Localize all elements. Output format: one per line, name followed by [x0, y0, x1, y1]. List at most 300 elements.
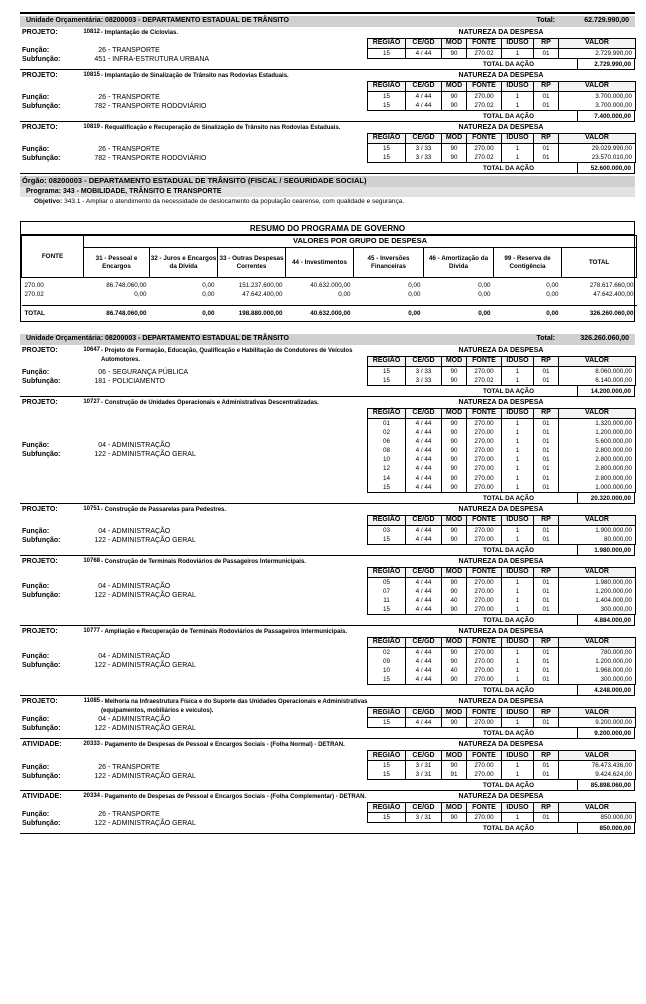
- table-cell: 3 / 33: [406, 376, 442, 386]
- action-info: [20, 345, 367, 396]
- table-cell: 3 / 31: [406, 770, 442, 780]
- col-header-fonte: FONTE: [467, 408, 502, 418]
- resumo-programa: [20, 221, 635, 322]
- unit-total: Total: 326.260.060,00: [536, 334, 629, 342]
- table-row: [368, 718, 636, 728]
- table-cell: 780.000,00: [559, 648, 636, 658]
- action-info: [20, 397, 367, 503]
- action-code: 10777: [83, 628, 100, 634]
- resumo-total-cell: 0,00: [150, 306, 218, 321]
- natureza-table: [367, 133, 636, 163]
- col-header-fonte: FONTE: [467, 567, 502, 577]
- col-header-fonte: FONTE: [467, 39, 502, 49]
- action-block: [20, 397, 635, 504]
- natureza-title: NATUREZA DA DESPESA: [458, 346, 544, 354]
- resumo-total-cell: TOTAL: [22, 306, 84, 321]
- col-header-iduso: IDUSO: [502, 708, 534, 718]
- table-cell: 1: [502, 464, 534, 473]
- table-cell: 90: [442, 718, 467, 728]
- table-cell: 1: [502, 144, 534, 154]
- action-title: [22, 698, 371, 716]
- resumo-cell: 47.642.400,00: [242, 291, 283, 299]
- col-header-rp: RP: [534, 39, 559, 49]
- natureza-table: [367, 707, 636, 728]
- resumo-cell: 0,00: [478, 291, 491, 299]
- action-description: - Implantação de Sinalização de Trânsito nas Rodovias Estaduais.: [101, 73, 289, 79]
- table-cell: 3 / 33: [406, 144, 442, 154]
- action-code: 20333: [83, 741, 100, 748]
- action-block: [20, 791, 635, 834]
- total-acao-label: TOTAL DA AÇÃO: [367, 780, 577, 791]
- natureza-table: [367, 750, 636, 780]
- col-header-iduso: IDUSO: [502, 638, 534, 648]
- table-cell: 4 / 44: [406, 418, 442, 428]
- action-code: 10727: [83, 398, 100, 405]
- col-header-cegd: CE/GD: [406, 39, 442, 49]
- table-cell: 270.00: [467, 455, 502, 464]
- table-cell: 07: [368, 587, 406, 596]
- resumo-cell: 0,00: [408, 282, 421, 290]
- table-cell: 8.060.000,00: [559, 366, 636, 376]
- action-block: [20, 122, 635, 174]
- funcao: Função: 04 - ADMINISTRAÇÃO: [22, 583, 171, 591]
- total-acao-value: 4.248.000,00: [577, 685, 635, 696]
- action-kind: PROJETO:: [22, 398, 58, 406]
- col-header-iduso: IDUSO: [502, 134, 534, 144]
- table-cell: 4 / 44: [406, 535, 442, 545]
- table-cell: 01: [534, 761, 559, 771]
- table-cell: 1.980.000,00: [559, 577, 636, 587]
- table-cell: 3.700.000,00: [559, 101, 636, 111]
- table-cell: 90: [442, 464, 467, 473]
- funcao-label: Função:: [22, 763, 50, 771]
- natureza-despesa: [367, 27, 635, 69]
- table-cell: 1.320.000,00: [559, 418, 636, 428]
- table-cell: 80.000,00: [559, 535, 636, 545]
- col-header-mod: MOD: [442, 408, 467, 418]
- subfuncao-code: 782: [94, 103, 106, 111]
- subfuncao: Subfunção: 122 - ADMINISTRAÇÃO GERAL: [22, 662, 196, 670]
- table-cell: 01: [534, 525, 559, 535]
- col-header-mod: MOD: [442, 708, 467, 718]
- natureza-table: [367, 81, 636, 111]
- resumo-row: [22, 291, 637, 300]
- col-header-fonte: FONTE: [467, 82, 502, 92]
- funcao-code: 06: [98, 368, 106, 376]
- resumo-total-cell: 86.748.060,00: [84, 306, 150, 321]
- table-cell: 4 / 44: [406, 92, 442, 102]
- table-row: [368, 366, 636, 376]
- col-header-valor: VALOR: [559, 803, 636, 813]
- table-row: [368, 813, 636, 823]
- table-cell: 9.200.000,00: [559, 718, 636, 728]
- table-cell: 1: [502, 483, 534, 493]
- total-acao-value: 1.980.000,00: [577, 545, 635, 556]
- table-cell: 1: [502, 813, 534, 823]
- natureza-despesa: [367, 791, 635, 833]
- col-header-regiao: REGIÃO: [368, 82, 406, 92]
- funcao: Função: 04 - ADMINISTRAÇÃO: [22, 716, 171, 724]
- table-cell: 4 / 44: [406, 49, 442, 59]
- col-header-valor: VALOR: [559, 356, 636, 366]
- subfuncao-code: 122: [94, 820, 106, 828]
- col-header-iduso: IDUSO: [502, 39, 534, 49]
- action-description: - Construção de Passarelas para Pedestres.: [101, 506, 227, 513]
- col-header-mod: MOD: [442, 82, 467, 92]
- objetivo: Objetivo: 343.1 - Ampliar o atendimento da necessidade de deslocamento da população cearense, com qualidade e segurança.: [34, 198, 405, 205]
- funcao-code: 26: [98, 811, 106, 819]
- action-info: [20, 27, 367, 69]
- col-header-fonte: FONTE: [467, 515, 502, 525]
- table-cell: 1.200.000,00: [559, 428, 636, 437]
- table-cell: 23.570.010,00: [559, 153, 636, 163]
- col-header-regiao: REGIÃO: [368, 408, 406, 418]
- table-cell: 2.729.990,00: [559, 49, 636, 59]
- table-cell: 4 / 44: [406, 455, 442, 464]
- col-header-mod: MOD: [442, 751, 467, 761]
- funcao-code: 26: [98, 94, 106, 102]
- unit-header-2: [20, 334, 635, 345]
- total-acao-value: 2.729.990,00: [577, 59, 635, 70]
- natureza-table: [367, 356, 636, 386]
- table-cell: 4 / 44: [406, 648, 442, 658]
- subfuncao-label: Subfunção:: [22, 725, 61, 733]
- funcao-label: Função:: [22, 146, 50, 154]
- table-cell: 90: [442, 153, 467, 163]
- col-header-rp: RP: [534, 708, 559, 718]
- total-acao-label: TOTAL DA AÇÃO: [367, 823, 577, 834]
- table-cell: 90: [442, 473, 467, 482]
- total-acao-label: TOTAL DA AÇÃO: [367, 59, 577, 70]
- table-cell: 3.700.000,00: [559, 92, 636, 102]
- action-description: - Construção de Unidades Operacionais e Administrativas Descentralizadas.: [101, 399, 319, 406]
- table-cell: 270.00: [467, 587, 502, 596]
- table-cell: 270.00: [467, 657, 502, 666]
- resumo-title: RESUMO DO PROGRAMA DE GOVERNO: [21, 222, 634, 235]
- resumo-cell: 278.617.660,00: [589, 282, 634, 290]
- table-cell: 1: [502, 92, 534, 102]
- table-cell: 1.200.000,00: [559, 657, 636, 666]
- col-header-regiao: REGIÃO: [368, 39, 406, 49]
- action-info: [20, 626, 367, 695]
- action-block: [20, 345, 635, 397]
- table-cell: 06: [368, 437, 406, 446]
- total-acao-value: 7.400.000,00: [577, 111, 635, 122]
- funcao-label: Função:: [22, 47, 50, 54]
- subfuncao-name: TRANSPORTE RODOVIÁRIO: [112, 103, 207, 111]
- funcao-label: Função:: [22, 811, 50, 819]
- action-description: - Projeto de Formação, Educação, Qualificação e Habilitação de Condutores de Veículos Automotores.: [101, 347, 353, 363]
- fonte-header: FONTE: [22, 236, 84, 278]
- col-header-iduso: IDUSO: [502, 751, 534, 761]
- resumo-cell: 0,00: [202, 291, 215, 299]
- subfuncao-code: 451: [94, 56, 106, 63]
- table-cell: 90: [442, 535, 467, 545]
- table-cell: 08: [368, 446, 406, 455]
- action-list-1: [20, 27, 635, 174]
- subfuncao-label: Subfunção:: [22, 820, 61, 828]
- table-cell: 15: [368, 144, 406, 154]
- table-cell: 15: [368, 675, 406, 685]
- subfuncao-code: 122: [94, 662, 106, 670]
- col-header-rp: RP: [534, 82, 559, 92]
- total-acao-label: TOTAL DA AÇÃO: [367, 685, 577, 696]
- action-description: - Requalificação e Recuperação de Sinalização de Trânsito nas Rodovias Estaduais.: [101, 125, 341, 131]
- table-cell: 15: [368, 770, 406, 780]
- action-block: [20, 70, 635, 122]
- col-header-rp: RP: [534, 408, 559, 418]
- action-code: 10812: [83, 29, 100, 35]
- table-cell: 4 / 44: [406, 666, 442, 675]
- resumo-cell: 40.632.000,00: [310, 282, 351, 290]
- table-row: [368, 577, 636, 587]
- table-cell: 01: [534, 577, 559, 587]
- table-cell: 01: [534, 366, 559, 376]
- col-header-valor: VALOR: [559, 567, 636, 577]
- table-cell: 1: [502, 657, 534, 666]
- table-cell: 01: [534, 437, 559, 446]
- action-title: [22, 29, 371, 38]
- table-cell: 270.00: [467, 418, 502, 428]
- funcao: Função: 26 - TRANSPORTE: [22, 763, 160, 771]
- action-title: [22, 124, 371, 133]
- total-acao-value: 850.000,00: [577, 823, 635, 834]
- subfuncao-name: ADMINISTRAÇÃO GERAL: [111, 772, 196, 780]
- col-header-cegd: CE/GD: [406, 356, 442, 366]
- unit-label: Unidade Orçamentária: 08200003 - DEPARTAMENTO ESTADUAL DE TRÂNSITO: [26, 17, 289, 25]
- col-header-valor: VALOR: [559, 515, 636, 525]
- total-acao: [367, 59, 635, 70]
- table-cell: 1: [502, 428, 534, 437]
- table-cell: 1: [502, 605, 534, 615]
- total-acao: [367, 493, 635, 504]
- table-cell: 1: [502, 153, 534, 163]
- col-header-cegd: CE/GD: [406, 515, 442, 525]
- table-cell: 15: [368, 49, 406, 59]
- table-row: [368, 446, 636, 455]
- table-cell: 90: [442, 446, 467, 455]
- col-header-regiao: REGIÃO: [368, 708, 406, 718]
- col-header-iduso: IDUSO: [502, 803, 534, 813]
- table-cell: 1: [502, 455, 534, 464]
- table-cell: 03: [368, 525, 406, 535]
- action-code: 10815: [83, 72, 100, 78]
- subfuncao: Subfunção: 122 - ADMINISTRAÇÃO GERAL: [22, 725, 196, 733]
- col-header-mod: MOD: [442, 638, 467, 648]
- natureza-table: [367, 637, 636, 685]
- funcao-name: ADMINISTRAÇÃO: [111, 442, 171, 450]
- total-acao: [367, 163, 635, 174]
- table-cell: 01: [534, 605, 559, 615]
- table-row: [368, 605, 636, 615]
- table-cell: 01: [534, 144, 559, 154]
- table-cell: 90: [442, 577, 467, 587]
- col-header-valor: VALOR: [559, 708, 636, 718]
- table-cell: 2.800.000,00: [559, 464, 636, 473]
- natureza-despesa: [367, 626, 635, 695]
- table-cell: 1: [502, 577, 534, 587]
- col-header-fonte: FONTE: [467, 751, 502, 761]
- table-row: [368, 437, 636, 446]
- action-title: [22, 793, 371, 802]
- table-cell: 01: [534, 718, 559, 728]
- resumo-total-cell: 0,00: [424, 306, 494, 321]
- subfuncao-label: Subfunção:: [22, 155, 61, 163]
- resumo-col-header: 46 - Amortização da Dívida: [424, 248, 494, 278]
- col-header-rp: RP: [534, 803, 559, 813]
- funcao-code: 04: [98, 653, 106, 661]
- subfuncao: Subfunção: 122 - ADMINISTRAÇÃO GERAL: [22, 451, 196, 459]
- funcao-name: TRANSPORTE: [112, 763, 160, 771]
- action-title: [22, 628, 371, 637]
- col-header-cegd: CE/GD: [406, 751, 442, 761]
- funcao-label: Função:: [22, 653, 50, 661]
- col-header-cegd: CE/GD: [406, 567, 442, 577]
- table-cell: 270.00: [467, 446, 502, 455]
- table-cell: 01: [534, 92, 559, 102]
- col-header-fonte: FONTE: [467, 134, 502, 144]
- subfuncao-name: ADMINISTRAÇÃO GERAL: [111, 662, 196, 670]
- action-description: - Ampliação e Recuperação de Terminais Rodoviários de Passageiros Intermunicipais.: [101, 629, 348, 635]
- table-cell: 270.00: [467, 483, 502, 493]
- col-header-valor: VALOR: [559, 134, 636, 144]
- resumo-cell: 151.237.600,00: [238, 282, 283, 290]
- resumo-col-header: TOTAL: [562, 248, 637, 278]
- table-cell: 2.800.000,00: [559, 473, 636, 482]
- action-block: [20, 739, 635, 791]
- unit-label: Unidade Orçamentária: 08200003 - DEPARTAMENTO ESTADUAL DE TRÂNSITO: [26, 334, 289, 342]
- funcao: Função: 26 - TRANSPORTE: [22, 811, 160, 819]
- resumo-total-row: [22, 306, 637, 321]
- table-cell: 270.00: [467, 770, 502, 780]
- col-header-mod: MOD: [442, 356, 467, 366]
- resumo-row: [22, 282, 637, 291]
- table-cell: 4 / 44: [406, 596, 442, 605]
- total-acao-value: 14.200.000,00: [577, 386, 635, 397]
- funcao: Função: 04 - ADMINISTRAÇÃO: [22, 442, 171, 450]
- funcao-code: 26: [98, 763, 106, 771]
- total-acao: [367, 728, 635, 739]
- table-cell: 40: [442, 596, 467, 605]
- natureza-table: [367, 567, 636, 615]
- subfuncao-name: POLICIAMENTO: [112, 377, 166, 385]
- subfuncao-label: Subfunção:: [22, 536, 61, 544]
- table-row: [368, 596, 636, 605]
- natureza-despesa: [367, 122, 635, 173]
- funcao-label: Função:: [22, 716, 50, 724]
- total-acao: [367, 780, 635, 791]
- table-row: [368, 144, 636, 154]
- table-cell: 300.000,00: [559, 605, 636, 615]
- action-info: [20, 739, 367, 790]
- funcao-code: 04: [98, 716, 106, 724]
- table-cell: 4 / 44: [406, 446, 442, 455]
- subfuncao-label: Subfunção:: [22, 662, 61, 670]
- col-header-mod: MOD: [442, 134, 467, 144]
- table-cell: 90: [442, 675, 467, 685]
- funcao-name: ADMINISTRAÇÃO: [111, 527, 171, 535]
- resumo-cell: 270.02: [24, 291, 44, 299]
- action-info: [20, 122, 367, 173]
- action-code: 10768: [83, 557, 100, 564]
- table-cell: 15: [368, 718, 406, 728]
- action-title: [22, 741, 371, 750]
- total-acao: [367, 615, 635, 626]
- total-acao: [367, 823, 635, 834]
- table-cell: 1: [502, 675, 534, 685]
- col-header-iduso: IDUSO: [502, 567, 534, 577]
- table-cell: 270.00: [467, 366, 502, 376]
- action-description: - Melhoria na Infraestrutura Física e do Suporte das Unidades Operacionais e Administrativas (equipamentos, mobiliários e veículos).: [101, 699, 368, 715]
- table-cell: 270.00: [467, 428, 502, 437]
- table-cell: 15: [368, 605, 406, 615]
- resumo-cell: 0,00: [478, 282, 491, 290]
- action-info: [20, 556, 367, 625]
- action-block: [20, 556, 635, 626]
- subfuncao-code: 181: [94, 377, 106, 385]
- funcao-label: Função:: [22, 527, 50, 535]
- table-cell: 1.900.000,00: [559, 525, 636, 535]
- table-row: [368, 483, 636, 493]
- resumo-table: [21, 235, 637, 321]
- col-header-cegd: CE/GD: [406, 408, 442, 418]
- total-acao-value: 52.600.000,00: [577, 163, 635, 174]
- col-header-iduso: IDUSO: [502, 82, 534, 92]
- natureza-despesa: [367, 504, 635, 555]
- funcao-label: Função:: [22, 583, 50, 591]
- col-header-cegd: CE/GD: [406, 708, 442, 718]
- orgao-header: Órgão: 08200003 - DEPARTAMENTO ESTADUAL DE TRÂNSITO (FISCAL / SEGURIDADE SOCIAL): [20, 176, 635, 187]
- funcao-label: Função:: [22, 442, 50, 450]
- resumo-col-header: 31 - Pessoal e Encargos: [84, 248, 150, 278]
- action-kind: PROJETO:: [22, 628, 58, 635]
- subfuncao: Subfunção: 122 - ADMINISTRAÇÃO GERAL: [22, 820, 196, 828]
- col-header-rp: RP: [534, 515, 559, 525]
- action-title: [22, 347, 371, 365]
- action-title: [22, 558, 371, 567]
- table-cell: 1: [502, 761, 534, 771]
- resumo-cell: 0,00: [546, 282, 559, 290]
- subfuncao-name: ADMINISTRAÇÃO GERAL: [111, 536, 196, 544]
- table-cell: 01: [534, 446, 559, 455]
- table-cell: 4 / 44: [406, 605, 442, 615]
- col-header-regiao: REGIÃO: [368, 803, 406, 813]
- top-rule: [20, 12, 635, 14]
- subfuncao-label: Subfunção:: [22, 451, 61, 459]
- funcao: Função: 04 - ADMINISTRAÇÃO: [22, 653, 171, 661]
- table-cell: 1: [502, 718, 534, 728]
- table-cell: 4 / 44: [406, 675, 442, 685]
- table-cell: 270.00: [467, 577, 502, 587]
- col-header-regiao: REGIÃO: [368, 567, 406, 577]
- subfuncao-name: ADMINISTRAÇÃO GERAL: [111, 451, 196, 459]
- subfuncao-name: INFRA-ESTRUTURA URBANA: [112, 56, 210, 63]
- subfuncao-label: Subfunção:: [22, 56, 61, 63]
- resumo-col-header: 32 - Juros e Encargos da Dívida: [150, 248, 218, 278]
- total-acao: [367, 545, 635, 556]
- action-block: [20, 504, 635, 556]
- table-cell: 01: [534, 455, 559, 464]
- table-cell: 01: [534, 428, 559, 437]
- table-cell: 1.968.000,00: [559, 666, 636, 675]
- funcao-name: ADMINISTRAÇÃO: [111, 716, 171, 724]
- funcao: Função: 06 - SEGURANÇA PÚBLICA: [22, 368, 189, 376]
- subfuncao-code: 122: [94, 772, 106, 780]
- funcao-name: TRANSPORTE: [112, 811, 160, 819]
- table-cell: 29.029.990,00: [559, 144, 636, 154]
- col-header-fonte: FONTE: [467, 803, 502, 813]
- col-header-valor: VALOR: [559, 408, 636, 418]
